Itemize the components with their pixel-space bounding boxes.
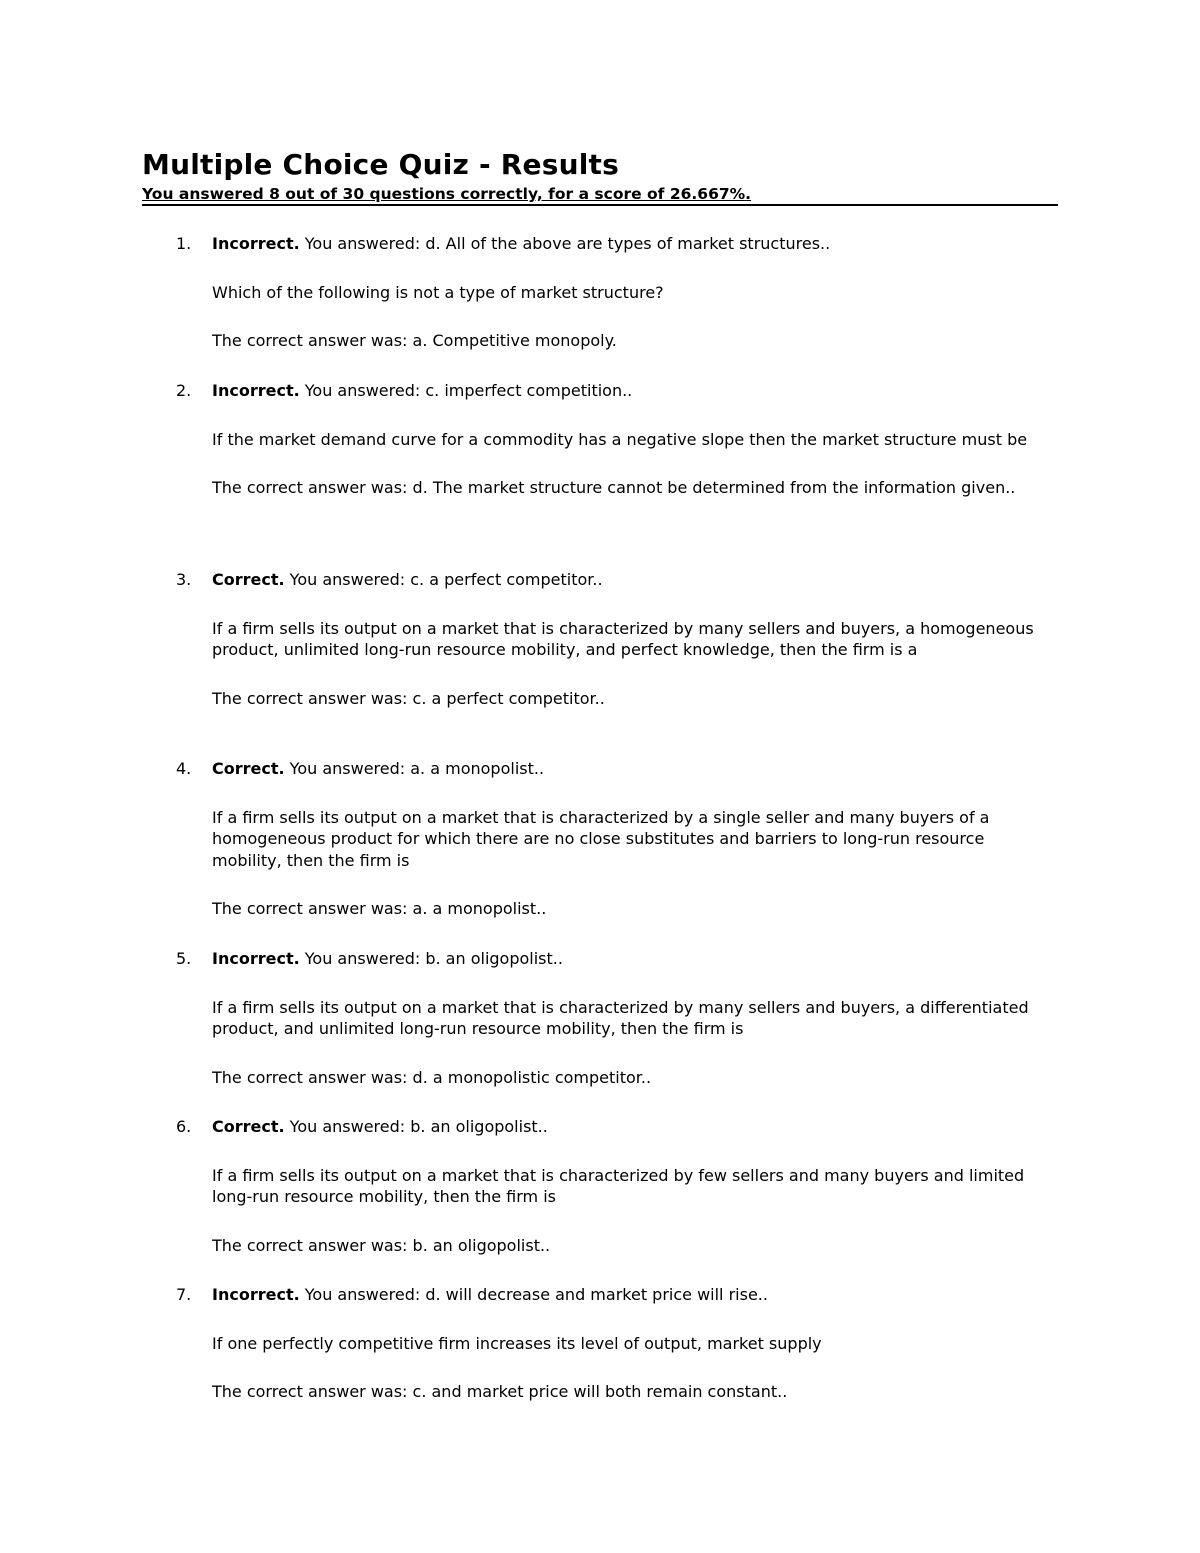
correct-answer-text: The correct answer was: a. Competitive monopoly. — [212, 331, 617, 350]
item-body — [212, 569, 1057, 709]
item-number: 1. — [176, 234, 192, 253]
verdict-label: Incorrect. — [212, 949, 300, 968]
verdict-label: Correct. — [212, 1117, 285, 1136]
answered-text: You answered: c. a perfect competitor.. — [289, 570, 603, 589]
quiz-results-page — [142, 148, 1058, 206]
item-body — [212, 380, 1057, 499]
answered-line — [212, 1116, 1057, 1138]
item-number: 6. — [176, 1117, 192, 1136]
item-body — [212, 233, 1057, 352]
correct-answer-text: The correct answer was: b. an oligopolist.. — [212, 1235, 551, 1255]
verdict-label: Incorrect. — [212, 1285, 300, 1304]
question-text: If a firm sells its output on a market that is characterized by many sellers and buyers, a differentiated product, and unlimited long-run resource mobility, then the firm is — [212, 997, 1029, 1038]
item-body — [212, 948, 1057, 1088]
correct-answer-text: The correct answer was: d. a monopolistic competitor.. — [212, 1067, 652, 1087]
answered-line — [212, 233, 1057, 255]
answered-text: You answered: c. imperfect competition.. — [304, 381, 633, 400]
answered-line — [212, 380, 1057, 402]
score-summary: You answered 8 out of 30 questions correctly, for a score of 26.667%. — [142, 184, 1058, 206]
answered-line — [212, 948, 1057, 970]
item-number: 5. — [176, 949, 192, 968]
answered-line — [212, 569, 1057, 591]
answered-line — [212, 1284, 1057, 1306]
question-text: If one perfectly competitive firm increases its level of output, market supply — [212, 1333, 822, 1353]
answered-text: You answered: b. an oligopolist.. — [304, 949, 563, 968]
verdict-label: Incorrect. — [212, 381, 300, 400]
question-text: If a firm sells its output on a market that is characterized by many sellers and buyers, a homogeneous product, unlimited long-run resource mobility, and perfect knowledge, then the firm is a — [212, 618, 1034, 659]
correct-answer-text: The correct answer was: c. a perfect competitor.. — [212, 688, 605, 708]
correct-answer-text: The correct answer was: c. and market price will both remain constant.. — [212, 1382, 788, 1401]
answered-text: You answered: d. will decrease and market price will rise.. — [304, 1285, 768, 1304]
answered-text: You answered: a. a monopolist.. — [289, 759, 545, 778]
question-text: Which of the following is not a type of market structure? — [212, 282, 664, 302]
correct-answer-text: The correct answer was: d. The market structure cannot be determined from the information given.. — [212, 478, 1016, 497]
item-number: 4. — [176, 759, 192, 778]
correct-answer-text: The correct answer was: a. a monopolist.. — [212, 899, 547, 918]
verdict-label: Correct. — [212, 570, 285, 589]
question-text: If a firm sells its output on a market that is characterized by few sellers and many buyers and limited long-run resource mobility, then the firm is — [212, 1165, 1025, 1206]
item-number: 7. — [176, 1285, 192, 1304]
verdict-label: Incorrect. — [212, 234, 300, 253]
item-number: 2. — [176, 381, 192, 400]
question-text: If the market demand curve for a commodity has a negative slope then the market structure must be — [212, 429, 1028, 449]
answered-text: You answered: d. All of the above are types of market structures.. — [304, 234, 831, 253]
item-body — [212, 1116, 1057, 1256]
item-number: 3. — [176, 570, 192, 589]
page-title: Multiple Choice Quiz - Results — [142, 148, 619, 181]
item-body — [212, 758, 1057, 920]
question-text: If a firm sells its output on a market that is characterized by a single seller and many buyers of a homogeneous product for which there are no close substitutes and barriers to long-run resource mobility, then the firm is — [212, 807, 990, 870]
item-body — [212, 1284, 1057, 1403]
answered-text: You answered: b. an oligopolist.. — [289, 1117, 548, 1136]
answered-line — [212, 758, 1057, 780]
verdict-label: Correct. — [212, 759, 285, 778]
